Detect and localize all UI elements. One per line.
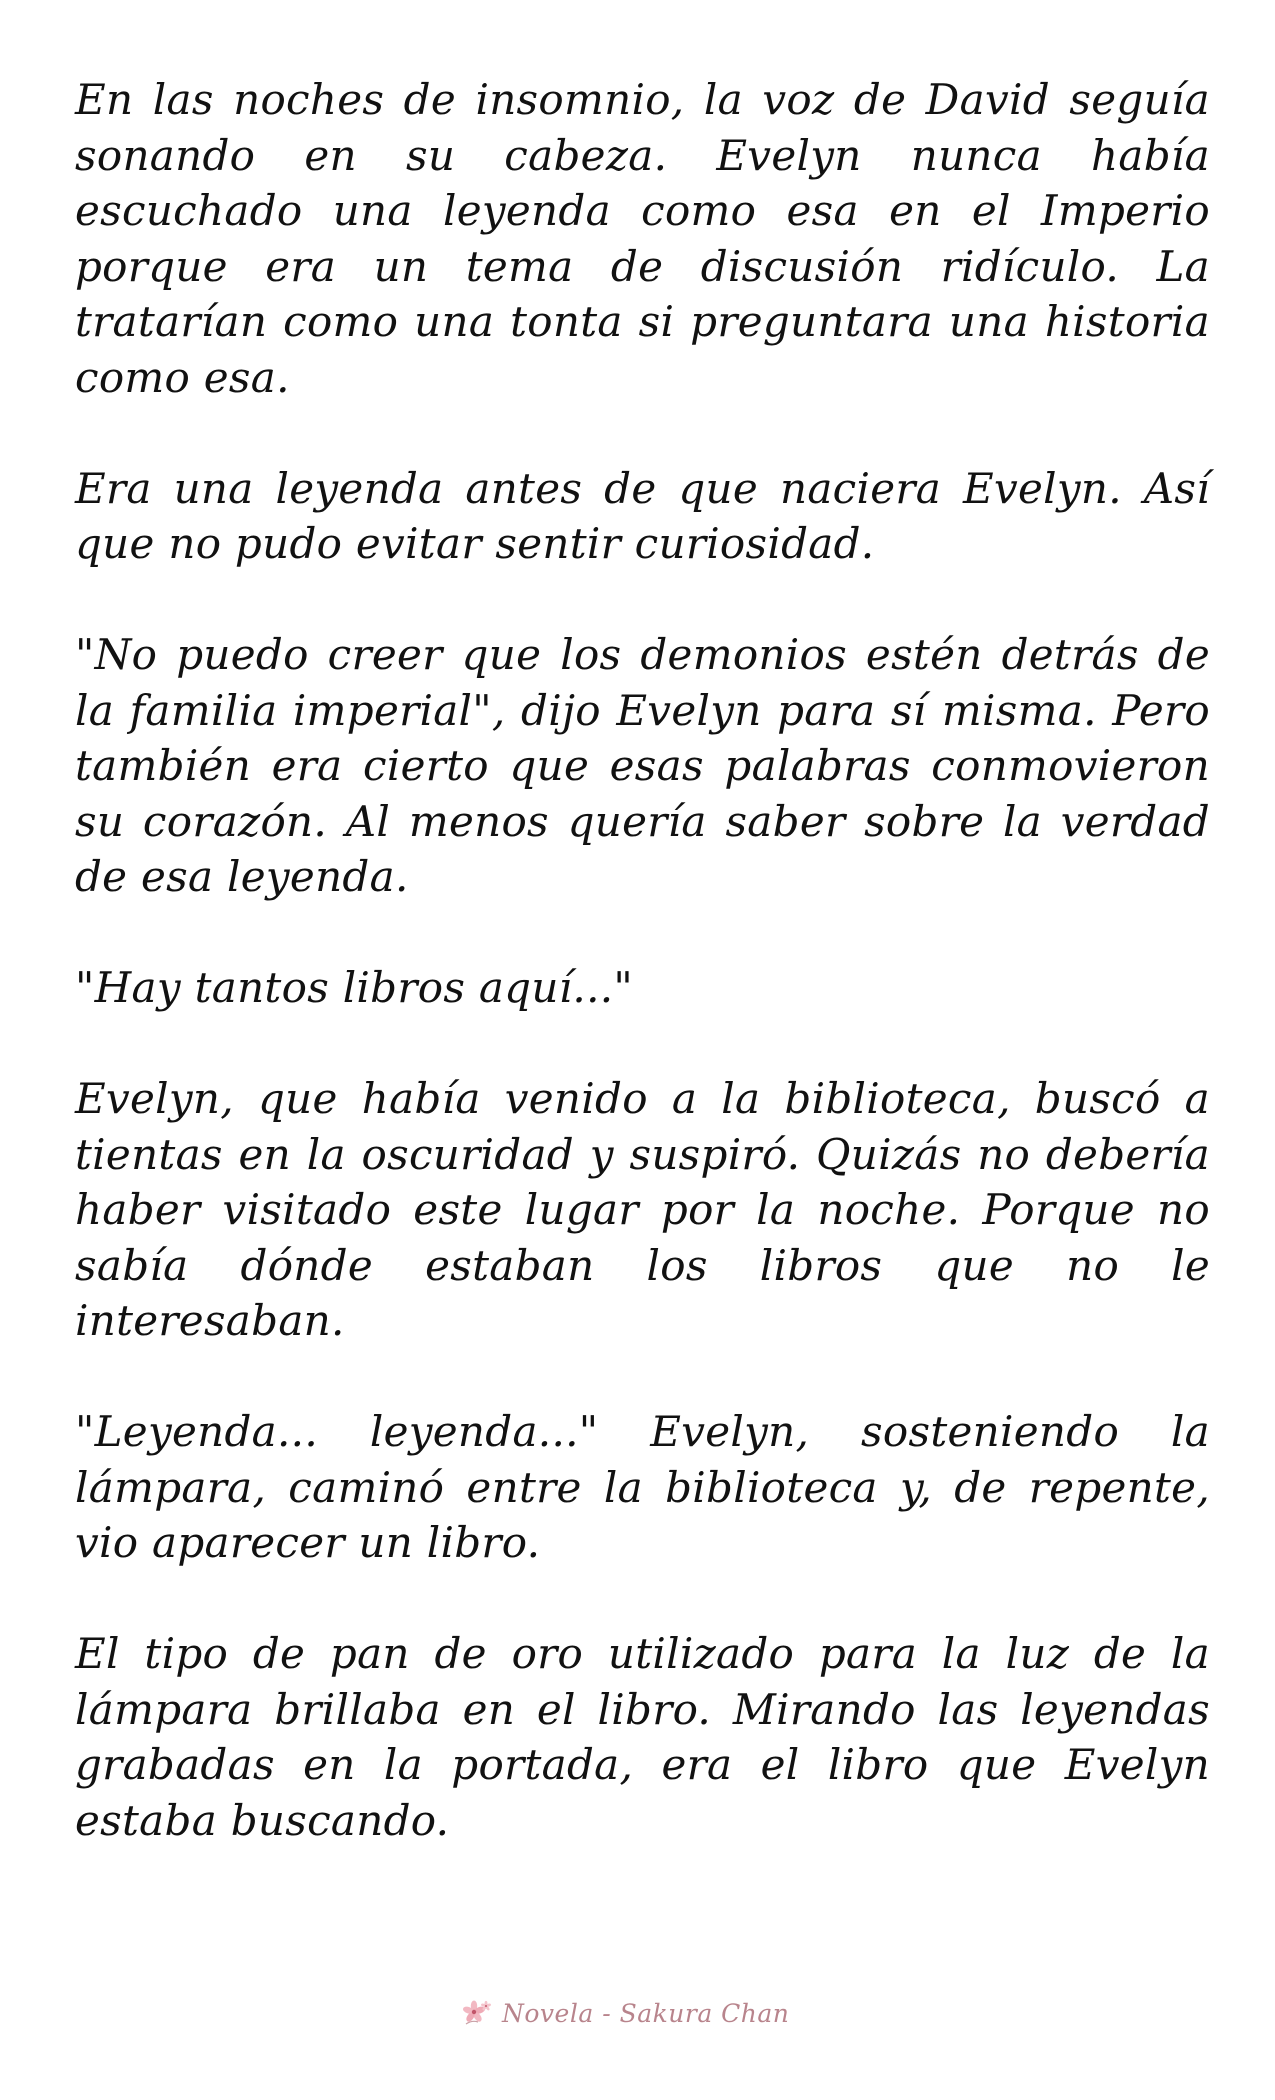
- paragraph-3: "No puedo creer que los demonios estén detrás de la familia imperial", dijo Evelyn para sí misma. Pero también era cierto que esas palabras conmovieron su corazón. Al menos quería saber sobre la verdad de esa leyenda.: [75, 630, 1210, 901]
- paragraph-6: "Leyenda... leyenda..." Evelyn, sosteniendo la lámpara, caminó entre la biblioteca y, de repente, vio aparecer un libro.: [75, 1407, 1210, 1567]
- novel-text: [75, 72, 1210, 1904]
- paragraph-4: "Hay tantos libros aquí...": [75, 963, 633, 1012]
- watermark-text: Novela - Sakura Chan: [502, 1998, 790, 2028]
- paragraph-2: Era una leyenda antes de que naciera Evelyn. Así que no pudo evitar sentir curiosidad.: [75, 463, 1210, 568]
- watermark: [460, 1993, 789, 2033]
- sakura-flower-icon: [460, 1996, 494, 2030]
- paragraph-1: En las noches de insomnio, la voz de David seguía sonando en su cabeza. Evelyn nunca había escuchado una leyenda como esa en el Imperio porque era un tema de discusión ridículo. La tratarían como una tonta si preguntara una historia como esa.: [75, 75, 1210, 402]
- paragraph-7: El tipo de pan de oro utilizado para la luz de la lámpara brillaba en el libro. Mirando las leyendas grabadas en la portada, era el libro que Evelyn estaba buscando.: [75, 1629, 1210, 1845]
- paragraph-5: Evelyn, que había venido a la biblioteca, buscó a tientas en la oscuridad y suspiró. Quizás no debería haber visitado este lugar por la noche. Porque no sabía dónde estaban los libros que no le interesaban.: [75, 1074, 1210, 1345]
